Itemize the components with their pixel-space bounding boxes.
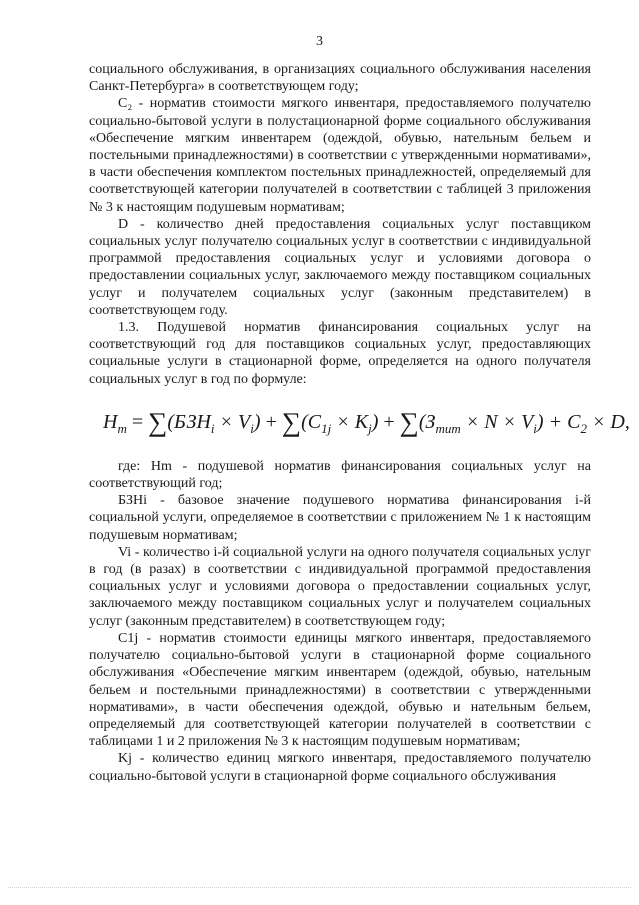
formula-term-2: $(C_{1j} \times K_j)$: [301, 410, 379, 436]
paragraph-v-definition: Vi - количество i-й социальной услуги на одного получателя социальных услуг в год (в разах) в соответствии с индивидуальной программой предоставления социальных услуг и условиями договора о предоставлении социальных услуг, заключаемого между поставщиком социальных услуг и получателем социальных услуг (законным представителем) в соответствующем году;: [89, 544, 591, 629]
paragraph-section-1-3: 1.3. Подушевой норматив финансирования социальных услуг на соответствующий год для поставщиков социальных услуг, предоставляющих социальные услуги в стационарной форме, определяется на одного получателя социальных услуг в год по формуле:: [89, 320, 591, 387]
paragraph-c1j-definition: C1j - норматив стоимости единицы мягкого инвентаря, предоставляемого получателю социально-бытовой услуги в стационарной форме социального обслуживания «Обеспечение мягким инвентарем (одеждой, обувью, нательным бельем и постельными принадлежностями) в соответствии с утвержденными нормативами», в части обеспечения одеждой, обувью и нательным бельем, определяемый для соответствующей категории получателей в соответствии с таблицами 1 и 2 приложения № 3 к настоящим подушевым нормативам;: [89, 630, 591, 750]
formula-term-1: $(БЗH_i \times V_i)$: [167, 410, 261, 436]
paragraph-hm-definition: где: Hm - подушевой норматив финансирования социальных услуг на соответствующий год;: [89, 458, 591, 492]
formula-lhs-sub: m: [117, 420, 127, 436]
plus-sign: +: [378, 410, 400, 433]
plus-sign: +: [260, 410, 282, 433]
sum-symbol: ∑: [281, 406, 302, 437]
formula-term-3: $(З_{тит} \times N \times V_i)$: [418, 410, 544, 436]
document-body: [89, 62, 630, 785]
paragraph-d-definition: D - количество дней предоставления социальных услуг поставщиком социальных услуг получателю социальных услуг в соответствии с индивидуальной программой предоставления социальных услуг и условиями договора о предоставлении социальных услуг, заключаемого между поставщиком социальных услуг и получателем социальных услуг (законным представителем) в соответствующем году.: [89, 216, 591, 318]
paragraph-continuation: социального обслуживания, в организациях социального обслуживания населения Санкт-Петербурга» в соответствующем году;: [89, 62, 591, 95]
paragraph-bzh-definition: БЗHi - базовое значение подушевого норматива финансирования i-й социальной услуги, определяемое в соответствии с приложением № 1 к настоящим подушевым нормативам;: [89, 493, 591, 543]
sum-symbol: ∑: [148, 406, 168, 437]
formula-equals: =: [126, 410, 149, 433]
formula-term-4: + $C_2 \times D$,: [543, 410, 630, 436]
formula-lhs: H: [103, 410, 118, 433]
formula: [103, 406, 630, 444]
page-number: 3: [316, 34, 323, 49]
paragraph-c2-definition: C₂ - норматив стоимости мягкого инвентаря, предоставляемого получателю социально-бытовой услуги в полустационарной форме социального обслуживания «Обеспечение мягким инвентарем (одеждой, обувью, нательным бельем и постельными принадлежностями) в соответствии с утвержденными нормативами», в части обеспечения комплектом постельных принадлежностей, определяемый для соответствующей категории получателей в соответствии с таблицей 3 приложения № 3 к настоящим подушевым нормативам;: [89, 96, 591, 215]
paragraph-kj-definition: Kj - количество единиц мягкого инвентаря, предоставляемого получателю социально-бытовой услуги в стационарной форме социального обслуживания: [89, 751, 591, 784]
sum-symbol: ∑: [399, 406, 419, 437]
page-bottom-edge: [8, 887, 631, 888]
